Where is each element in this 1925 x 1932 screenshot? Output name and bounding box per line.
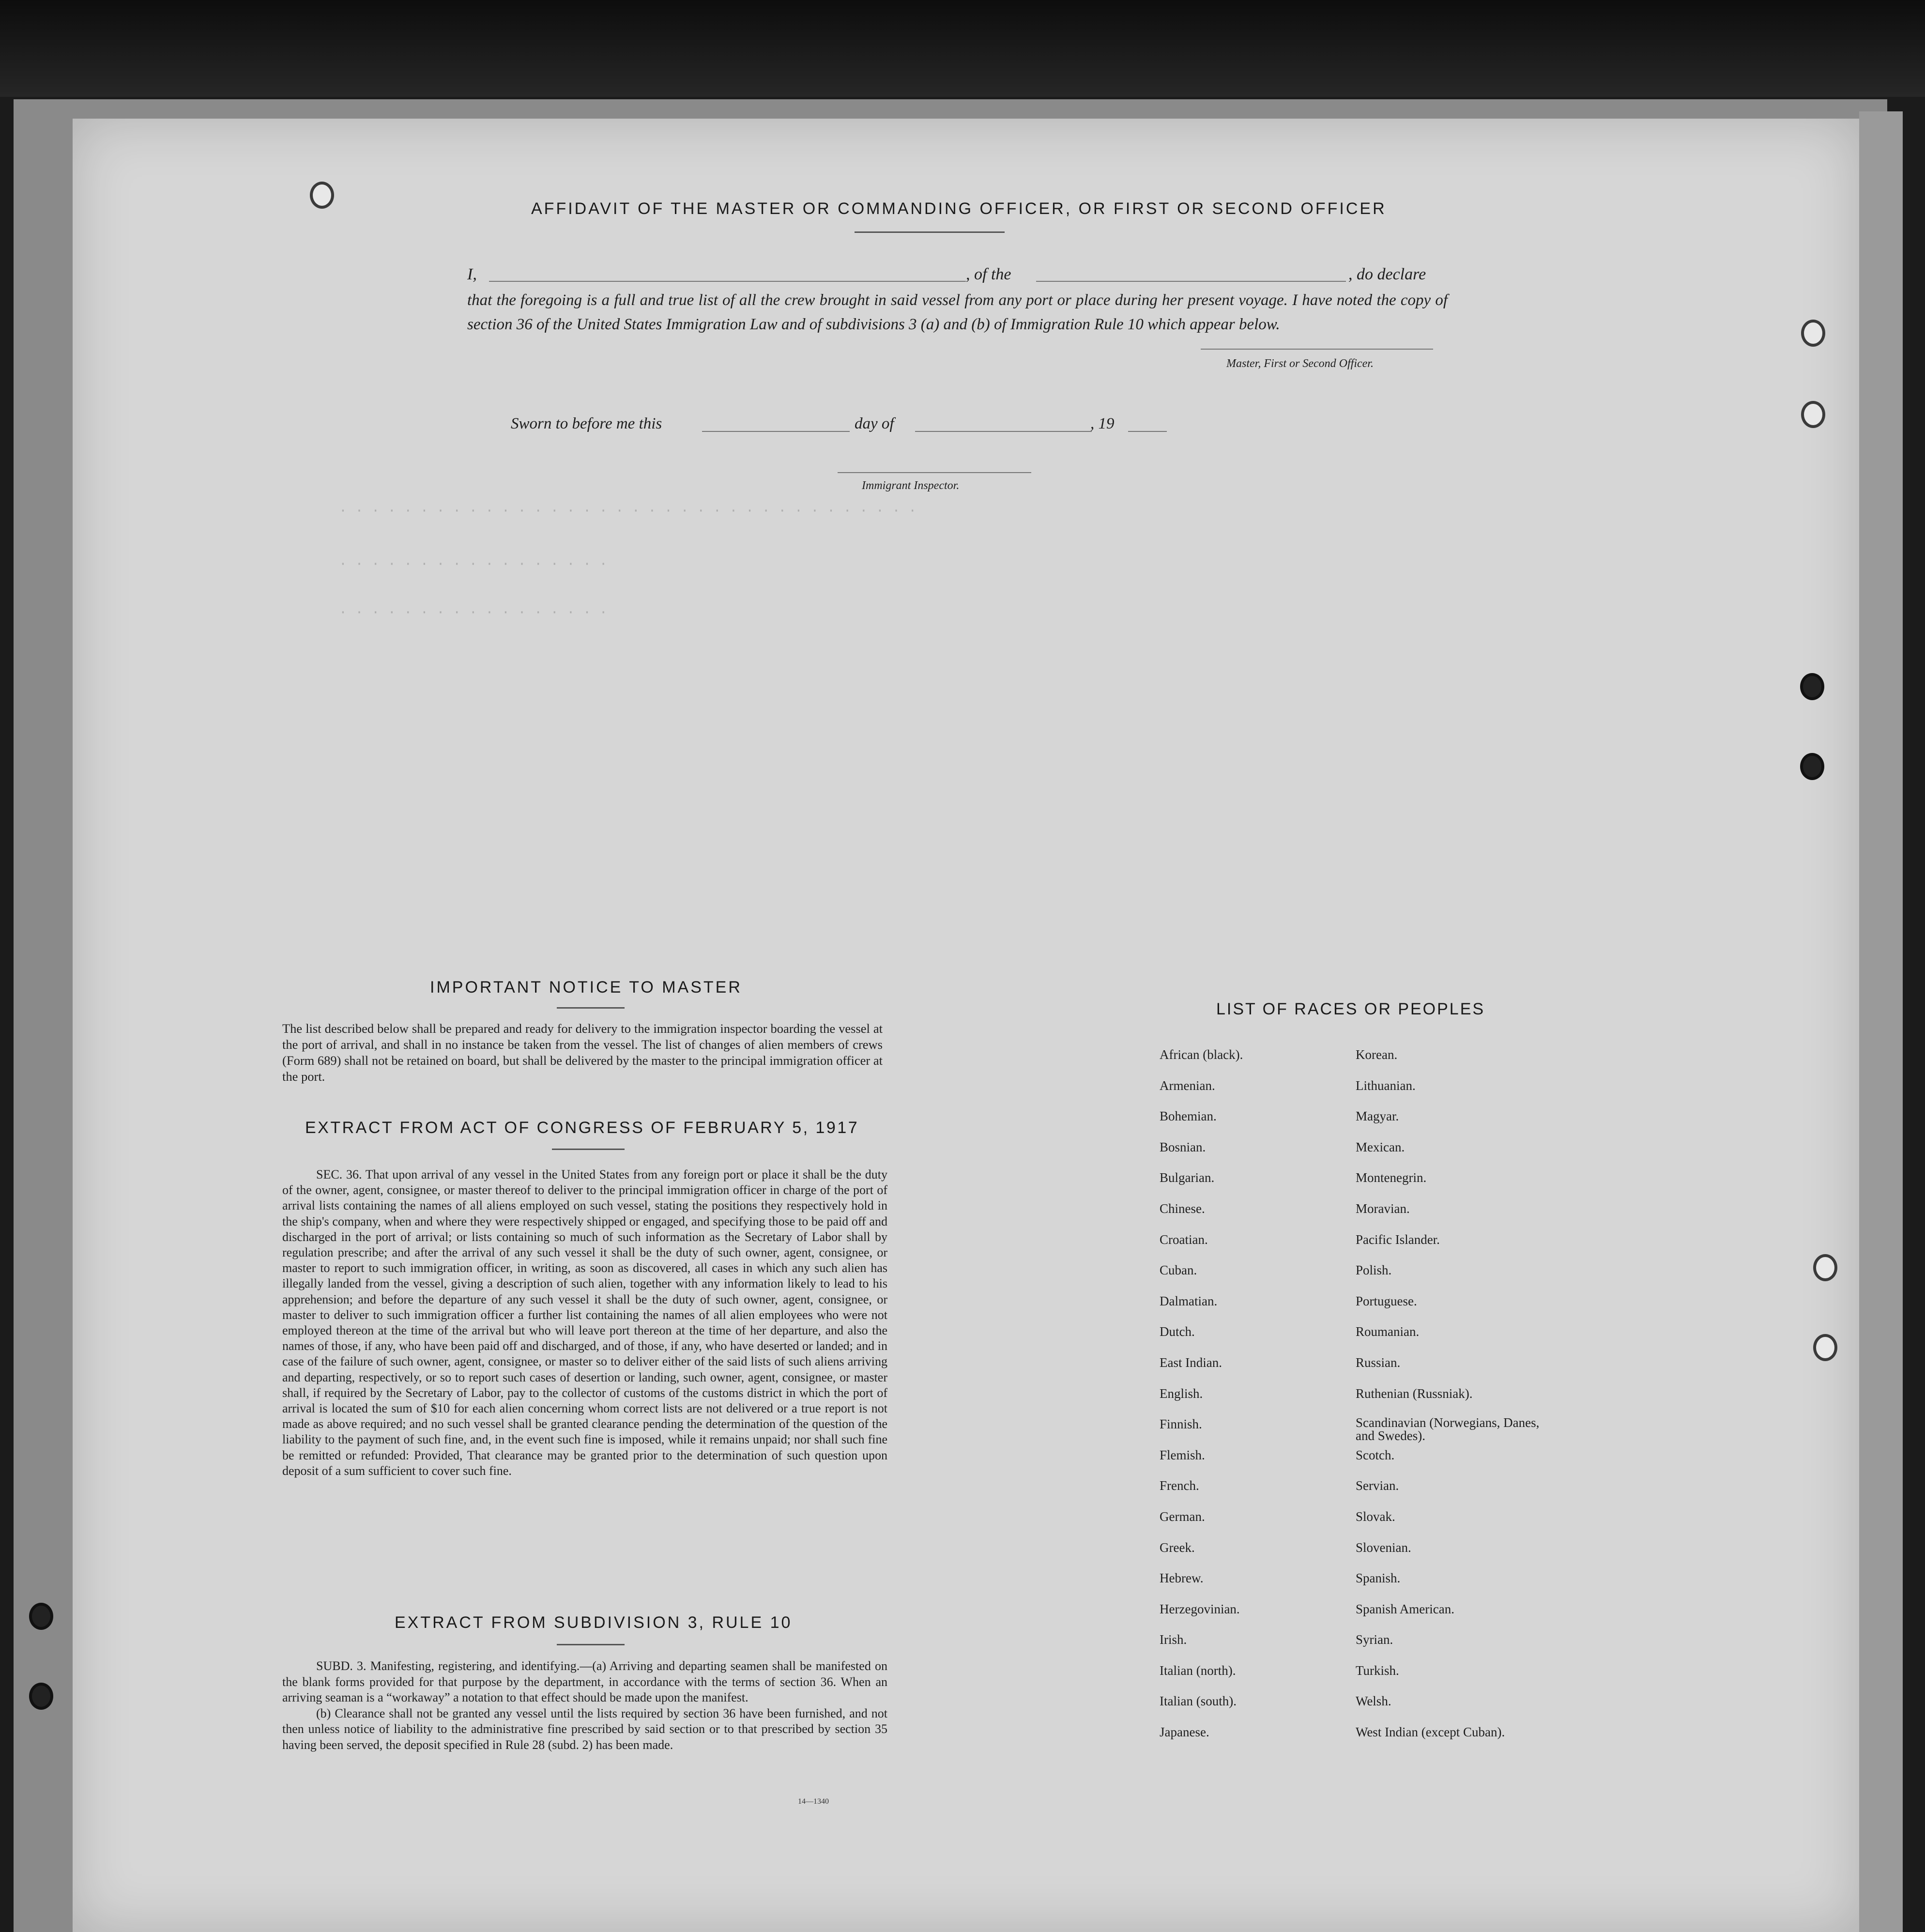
race-item-greek: Greek. — [1160, 1540, 1195, 1555]
race-item-bohemian: Bohemian. — [1160, 1109, 1217, 1124]
inspector-signature-line[interactable] — [838, 472, 1031, 473]
race-item-italian-south: Italian (south). — [1160, 1694, 1237, 1709]
rule-10-para-b: (b) Clearance shall not be granted any vessel until the lists required by section 36 have been furnished, and not then unless notice of liability to the administrative fine prescribed by said section or to that prescribed by section 35 having been served, the deposit specified in Rule 28 (subd. 2) has been made. — [282, 1706, 887, 1752]
bleed-through-mark: · · · · · · · · · · · · · · · · · — [339, 557, 608, 572]
race-item-english: English. — [1160, 1386, 1203, 1401]
sworn-year-field[interactable] — [1128, 431, 1167, 432]
act-rule — [552, 1149, 625, 1150]
race-item-bulgarian: Bulgarian. — [1160, 1170, 1215, 1185]
race-item-montenegrin: Montenegrin. — [1356, 1170, 1427, 1185]
race-item-moravian: Moravian. — [1356, 1201, 1410, 1216]
day-of-label: day of — [855, 415, 894, 432]
affidavit-title: AFFIDAVIT OF THE MASTER OR COMMANDING OFFICER, OR FIRST OR SECOND OFFICER — [531, 199, 1387, 218]
race-item-portuguese: Portuguese. — [1356, 1293, 1417, 1308]
race-item-welsh: Welsh. — [1356, 1694, 1391, 1709]
title-rule — [855, 231, 1005, 233]
rule-10-para-a: SUBD. 3. Manifesting, registering, and identifying.—(a) Arriving and departing seamen shall be manifested on the blank forms provided for that purpose by the department, in accordance with the terms of section 36. When an arriving seaman is a “workaway” a notation to that effect should be made upon the manifest. — [282, 1659, 887, 1704]
race-item-turkish: Turkish. — [1356, 1663, 1399, 1678]
officer-signature-line[interactable] — [1201, 349, 1433, 350]
race-item-korean: Korean. — [1356, 1047, 1398, 1062]
binder-hole-icon — [29, 1683, 53, 1710]
notice-text: The list described below shall be prepared and ready for delivery to the immigration inspector boarding the vessel at the port of arrival, and shall in no instance be taken from the vessel. The list of changes of alien members of crews (Form 689) shall not be retained on board, but shall be delivered by the master to the principal immigration officer at the port. — [282, 1021, 883, 1084]
race-item-servian: Servian. — [1356, 1478, 1399, 1493]
races-left-column — [1160, 1047, 1243, 1755]
notice-rule — [557, 1007, 625, 1009]
races-title: LIST OF RACES OR PEOPLES — [1216, 1000, 1485, 1018]
binder-hole-icon — [1813, 1334, 1837, 1361]
race-item-pacific-islander: Pacific Islander. — [1356, 1232, 1440, 1247]
race-item-ruthenian-russniak: Ruthenian (Russniak). — [1356, 1386, 1473, 1401]
race-item-finnish: Finnish. — [1160, 1417, 1202, 1432]
year-prefix-label: , 19 — [1090, 415, 1115, 432]
affidavit-statement: that the foregoing is a full and true list of all the crew brought in said vessel from any port or place during her present voyage. I have noted the copy of section 36 of the United States Immigration Law and of subdivisions 3 (a) and (b) of Immigration Rule 10 which appear below. — [467, 291, 1448, 333]
race-item-german: German. — [1160, 1509, 1205, 1524]
signature-caption: Master, First or Second Officer. — [1226, 357, 1374, 370]
rule-extract-title: EXTRACT FROM SUBDIVISION 3, RULE 10 — [395, 1613, 793, 1632]
punch-mark-icon — [310, 182, 334, 209]
of-the-label: , of the — [966, 265, 1011, 283]
race-item-spanish-american: Spanish American. — [1356, 1601, 1454, 1616]
bleed-through-mark: · · · · · · · · · · · · · · · · · · · · · · · · · · · · · · · · · · · · — [339, 504, 917, 519]
sworn-month-field[interactable] — [915, 431, 1092, 432]
inspector-caption: Immigrant Inspector. — [862, 479, 960, 492]
race-item-african-black: African (black). — [1160, 1047, 1243, 1062]
declarant-name-field[interactable] — [489, 281, 966, 282]
race-item-italian-north: Italian (north). — [1160, 1663, 1236, 1678]
binder-hole-icon — [1813, 1254, 1837, 1281]
act-extract-title: EXTRACT FROM ACT OF CONGRESS OF FEBRUARY 5, 1917 — [305, 1119, 859, 1137]
form-number: 14—1340 — [798, 1797, 829, 1806]
race-item-east-indian: East Indian. — [1160, 1355, 1222, 1370]
race-item-west-indian-except-cuban: West Indian (except Cuban). — [1356, 1725, 1505, 1740]
race-item-polish: Polish. — [1356, 1263, 1392, 1278]
notice-title: IMPORTANT NOTICE TO MASTER — [430, 978, 742, 997]
race-item-japanese: Japanese. — [1160, 1725, 1209, 1740]
race-item-croatian: Croatian. — [1160, 1232, 1208, 1247]
rule-rule — [557, 1644, 625, 1645]
race-item-scandinavian-norwegians-danes-and-swedes: Scandinavian (Norwegians, Danes, and Swedes). — [1356, 1415, 1540, 1443]
bleed-through-mark: · · · · · · · · · · · · · · · · · — [339, 605, 608, 620]
declarant-prefix: I, — [467, 265, 477, 283]
rule-10-text — [282, 1658, 887, 1753]
binder-strip — [1859, 111, 1903, 1932]
race-item-magyar: Magyar. — [1356, 1109, 1399, 1124]
race-item-spanish: Spanish. — [1356, 1571, 1401, 1586]
binder-hole-icon — [1801, 320, 1825, 347]
race-item-herzegovinian: Herzegovinian. — [1160, 1601, 1240, 1616]
race-item-scotch: Scotch. — [1356, 1447, 1395, 1462]
do-declare-label: , do declare — [1348, 265, 1426, 283]
race-item-dalmatian: Dalmatian. — [1160, 1293, 1218, 1308]
race-item-cuban: Cuban. — [1160, 1263, 1197, 1278]
binder-hole-icon — [29, 1603, 53, 1630]
race-item-slovak: Slovak. — [1356, 1509, 1395, 1524]
race-item-russian: Russian. — [1356, 1355, 1401, 1370]
race-item-slovenian: Slovenian. — [1356, 1540, 1411, 1555]
race-item-roumanian: Roumanian. — [1356, 1324, 1420, 1339]
sworn-label: Sworn to before me this — [511, 415, 662, 432]
scan-background-top — [0, 0, 1925, 97]
race-item-syrian: Syrian. — [1356, 1632, 1393, 1647]
race-item-hebrew: Hebrew. — [1160, 1571, 1204, 1586]
sworn-day-field[interactable] — [702, 431, 850, 432]
race-item-armenian: Armenian. — [1160, 1078, 1215, 1093]
section-36-text: SEC. 36. That upon arrival of any vessel in the United States from any foreign port or place it shall be the duty of the owner, agent, consignee, or master thereof to deliver to the principal immigration officer in charge of the port of arrival lists containing the names of all aliens employed on such vessel, stating the positions they respectively hold in the ship's company, when and where they were respectively shipped or engaged, and specifying those to be paid off and discharged in the port of arrival; or lists containing so much of such information as the Secretary of Labor shall by regulation prescribe; and after the arrival of any such vessel it shall be the duty of such owner, agent, consignee, or master to report to such immigration officer, in writing, as soon as discovered, all cases in which any such alien has illegally landed from the vessel, giving a description of such alien, together with any information likely to lead to his apprehension; and before the departure of any such vessel it shall be the duty of such owner, agent, consignee, or master to deliver to such immigration officer a further list containing the names of all alien employees who were not employed thereon at the time of the arrival but who will leave port thereon at the time of her departure, and also the names of those, if any, who have been paid off and discharged, and of those, if any, who have deserted or landed; and in case of the failure of such owner, agent, consignee, or master so to deliver either of the said lists of such aliens arriving and departing, respectively, or so to report such cases of desertion or landing, such owner, agent, consignee, or master shall, if required by the Secretary of Labor, pay to the collector of customs of the customs district in which the port of arrival is located the sum of $10 for each alien concerning whom correct lists are not delivered or a true report is not made as above required; and no such vessel shall be granted clearance pending the determination of the question of the liability to the payment of such fine, and, in the event such fine is imposed, while it remains unpaid; nor shall such fine be remitted or refunded: Provided, That clearance may be granted prior to the determination of such question upon deposit of a sum sufficient to cover such fine. — [282, 1167, 887, 1478]
race-item-dutch: Dutch. — [1160, 1324, 1195, 1339]
race-item-chinese: Chinese. — [1160, 1201, 1205, 1216]
race-item-lithuanian: Lithuanian. — [1356, 1078, 1416, 1093]
binder-hole-icon — [1801, 401, 1825, 428]
races-right-column — [1356, 1047, 1559, 1755]
vessel-name-field[interactable] — [1036, 281, 1346, 282]
binder-hole-icon — [1800, 673, 1824, 700]
race-item-bosnian: Bosnian. — [1160, 1139, 1206, 1154]
race-item-mexican: Mexican. — [1356, 1139, 1405, 1154]
binder-hole-icon — [1800, 753, 1824, 780]
race-item-flemish: Flemish. — [1160, 1447, 1205, 1462]
race-item-irish: Irish. — [1160, 1632, 1187, 1647]
race-item-french: French. — [1160, 1478, 1199, 1493]
